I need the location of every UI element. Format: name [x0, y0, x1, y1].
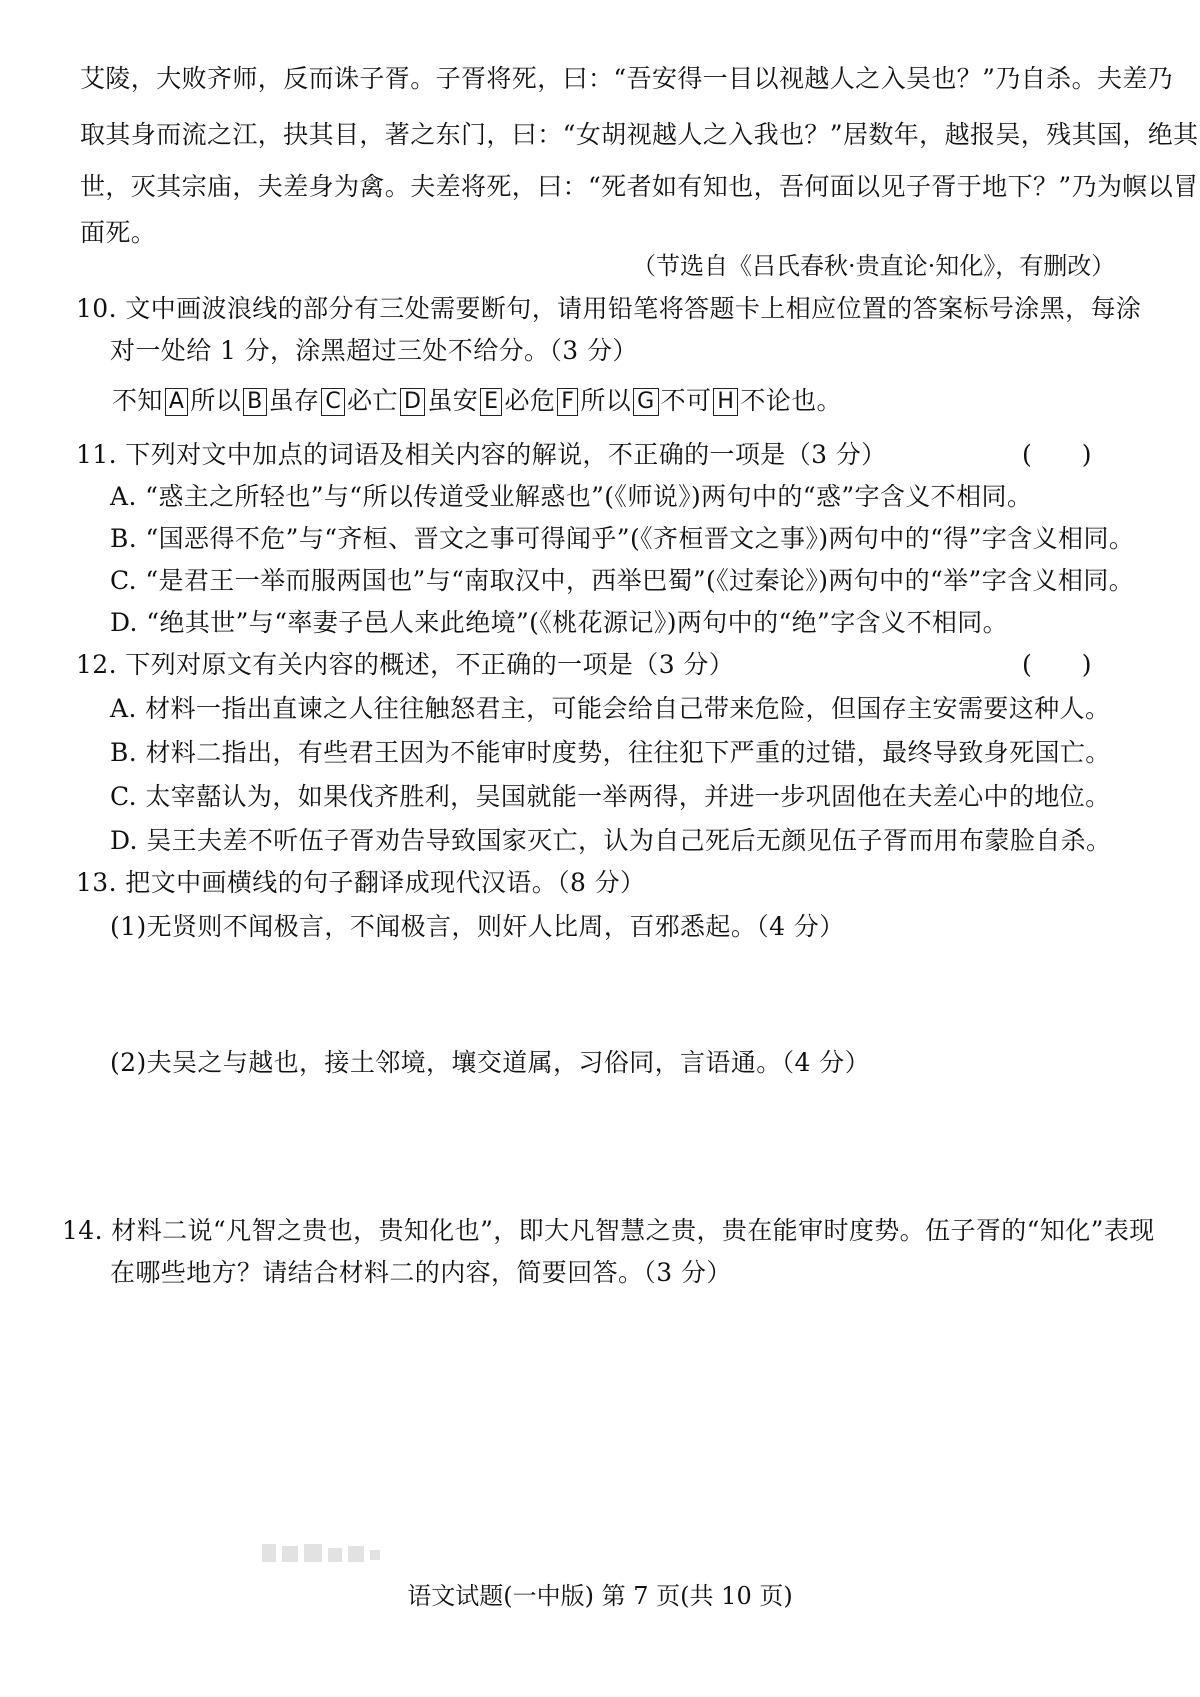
- page-footer: 语文试题(一中版) 第 7 页(共 10 页): [407, 1582, 793, 1610]
- q10-answer-row: [112, 384, 842, 418]
- passage-line-3: 世，灭其宗庙，夫差身为禽。夫差将死，曰：“死者如有知也，吾何面以见子胥于地下？”乃为幎以冒: [80, 172, 1199, 201]
- q10-stem-line-2: 对一处给 1 分，涂黑超过三处不给分。（3 分）: [110, 336, 638, 365]
- q10-segment: 不知: [112, 386, 163, 415]
- q10-option-box-d[interactable]: D: [400, 388, 425, 416]
- q10-option-box-c[interactable]: C: [321, 388, 345, 416]
- q12-stem: 12. 下列对原文有关内容的概述，不正确的一项是（3 分）: [76, 650, 735, 679]
- passage-line-2: 取其身而流之江，抉其目，著之东门，曰：“女胡视越人之入我也？”居数年，越报吴，残其国，绝其: [80, 120, 1199, 149]
- q11-option-b: B. “国恶得不危”与“齐桓、晋文之事可得闻乎”(《齐桓晋文之事》)两句中的“得”字含义相同。: [110, 524, 1135, 553]
- q11-stem: 11. 下列对文中加点的词语及相关内容的解说，不正确的一项是（3 分）: [76, 440, 887, 469]
- passage-source: （节选自《吕氏春秋·贵直论·知化》，有删改）: [632, 252, 1116, 280]
- q10-option-box-e[interactable]: E: [480, 388, 502, 416]
- q10-segment: 不可: [660, 386, 712, 415]
- q10-option-box-f[interactable]: F: [557, 388, 578, 416]
- q13-sentence-2: (2)夫吴之与越也，接土邻境，壤交道属，习俗同，言语通。（4 分）: [110, 1048, 870, 1077]
- q11-answer-paren[interactable]: ( ): [1022, 440, 1092, 469]
- q10-segment: 虽存: [268, 386, 320, 415]
- q10-segment: 必亡: [347, 386, 398, 415]
- q12-option-a: A. 材料一指出直谏之人往往触怒君主，可能会给自己带来危险，但国存主安需要这种人。: [110, 694, 1111, 723]
- passage-line-4: 面死。: [80, 218, 157, 247]
- q12-answer-paren[interactable]: ( ): [1022, 650, 1092, 679]
- q11-option-c: C. “是君王一举而服两国也”与“南取汉中，西举巴蜀”(《过秦论》)两句中的“举”字含义相同。: [110, 566, 1135, 595]
- q13-answer-space-2[interactable]: [110, 1086, 1110, 1206]
- q13-answer-space-1[interactable]: [110, 950, 1110, 1040]
- q10-option-box-g[interactable]: G: [633, 388, 658, 416]
- q10-stem-line-1: 10. 文中画波浪线的部分有三处需要断句，请用铅笔将答题卡上相应位置的答案标号涂黑，每涂: [76, 294, 1142, 323]
- q10-segment: 所以: [580, 386, 632, 415]
- q14-stem-line-1: 14. 材料二说“凡智之贵也，贵知化也”，即大凡智慧之贵，贵在能审时度势。伍子胥的“知化”表现: [62, 1216, 1155, 1245]
- q12-option-c: C. 太宰嚭认为，如果伐齐胜利，吴国就能一举两得，并进一步巩固他在夫差心中的地位。: [110, 782, 1111, 811]
- q10-segment: 不论也。: [740, 386, 842, 415]
- q12-option-d: D. 吴王夫差不听伍子胥劝告导致国家灭亡，认为自己死后无颜见伍子胥而用布蒙脸自杀。: [110, 826, 1112, 855]
- passage-line-1: 艾陵，大败齐师，反而诛子胥。子胥将死，曰：“吾安得一目以视越人之入吴也？”乃自杀。夫差乃: [80, 64, 1174, 93]
- q11-option-a: A. “惑主之所轻也”与“所以传道受业解惑也”(《师说》)两句中的“惑”字含义不相同。: [110, 482, 1033, 511]
- q10-segment: 虽安: [427, 386, 479, 415]
- q10-option-box-b[interactable]: B: [243, 388, 267, 416]
- q13-stem: 13. 把文中画横线的句子翻译成现代汉语。（8 分）: [76, 868, 646, 897]
- q14-stem-line-2: 在哪些地方？请结合材料二的内容，简要回答。（3 分）: [110, 1258, 732, 1287]
- q10-option-box-h[interactable]: H: [713, 388, 738, 416]
- faint-stamp-mark: [262, 1540, 422, 1566]
- q10-option-box-a[interactable]: A: [165, 388, 188, 416]
- q13-sentence-1: (1)无贤则不闻极言，不闻极言，则奸人比周，百邪悉起。（4 分）: [110, 912, 845, 941]
- q10-segment: 必危: [504, 386, 556, 415]
- q12-option-b: B. 材料二指出，有些君王因为不能审时度势，往往犯下严重的过错，最终导致身死国亡。: [110, 738, 1111, 767]
- q11-option-d: D. “绝其世”与“率妻子邑人来此绝境”(《桃花源记》)两句中的“绝”字含义不相同。: [110, 608, 1009, 637]
- q14-answer-space[interactable]: [110, 1300, 1110, 1520]
- q10-segment: 所以: [190, 386, 242, 415]
